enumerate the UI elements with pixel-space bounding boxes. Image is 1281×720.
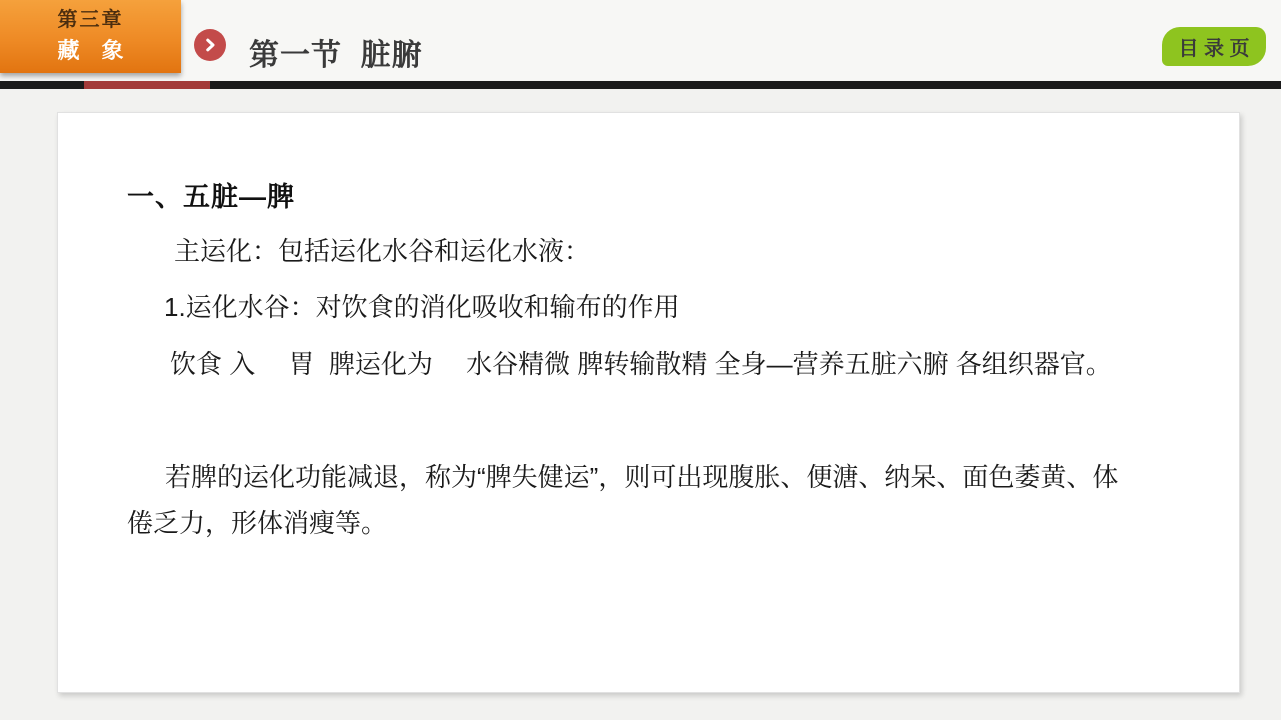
- slide-text-line: 1.运化水谷：对饮食的消化吸收和输布的作用: [164, 292, 680, 322]
- chevron-right-icon: [194, 29, 226, 61]
- slide-heading: 一、五脏—脾: [127, 182, 295, 212]
- chapter-title: 藏 象: [57, 37, 132, 63]
- slide-paragraph: 若脾的运化功能减退，称为“脾失健运”，则可出现腹胀、便溏、纳呆、面色萎黄、体倦乏力，形体消瘦等。: [127, 462, 1119, 538]
- chapter-tab: [0, 0, 181, 73]
- toc-page-button[interactable]: 目 录 页: [1162, 27, 1266, 66]
- header-band: [0, 0, 1281, 81]
- section-title: 第一节 脏腑: [249, 39, 423, 72]
- chapter-number: 第三章: [57, 8, 124, 31]
- divider-red-segment: [84, 81, 210, 89]
- divider-bar: [0, 81, 1281, 89]
- slide-text-line: 饮食 入 胃 脾运化为 水谷精微 脾转输散精 全身—营养五脏六腑 各组织器官。: [170, 349, 1112, 379]
- slide-content-card: [57, 112, 1240, 693]
- slide-text-line: 主运化：包括运化水谷和运化水液：: [174, 236, 591, 266]
